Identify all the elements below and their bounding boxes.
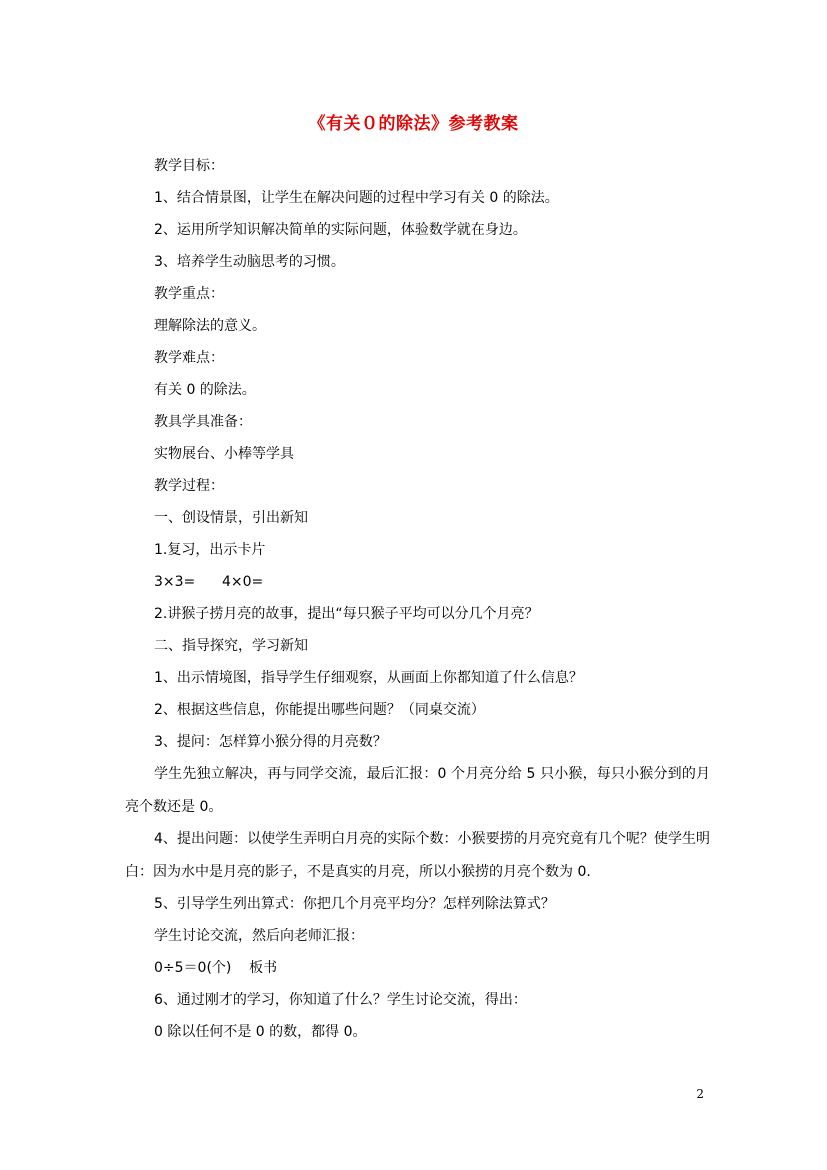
- page-number: 2: [696, 1087, 704, 1101]
- text-line: 1、结合情景图，让学生在解决问题的过程中学习有关 0 的除法。: [154, 190, 559, 206]
- text-line: 0÷5＝0(个) 板书: [154, 960, 278, 976]
- text-line: 6、通过刚才的学习，你知道了什么？学生讨论交流，得出：: [154, 992, 527, 1008]
- text-line: 2.讲猴子捞月亮的故事，提出“每只猴子平均可以分几个月亮？: [154, 606, 539, 622]
- text-line: 2、根据这些信息，你能提出哪些问题？（同桌交流）: [154, 702, 485, 718]
- text-line: 5、引导学生列出算式：你把几个月亮平均分？怎样列除法算式？: [154, 896, 555, 912]
- document-title: 《有关０的除法》参考教案: [308, 114, 519, 134]
- text-line: 教学难点：: [154, 350, 224, 366]
- text-line: 3、提问：怎样算小猴分得的月亮数？: [154, 734, 387, 750]
- text-line: 1、出示情境图，指导学生仔细观察，从画面上你都知道了什么信息？: [154, 670, 583, 686]
- text-line: 理解除法的意义。: [154, 318, 266, 334]
- text-line: 2、运用所学知识解决简单的实际问题，体验数学就在身边。: [154, 222, 527, 238]
- text-line: 3、培养学生动脑思考的习惯。: [154, 254, 345, 270]
- document-body: [125, 150, 710, 1048]
- text-line: 0 除以任何不是 0 的数，都得 0。: [154, 1024, 367, 1040]
- text-line: 学生讨论交流，然后向老师汇报：: [154, 928, 364, 944]
- text-line: 有关 0 的除法。: [154, 382, 256, 398]
- text-line: 教具学具准备：: [154, 414, 252, 430]
- text-line: 3×3= 4×0=: [154, 574, 264, 590]
- text-line: 1.复习，出示卡片: [154, 542, 266, 558]
- text-line: 二、指导探究，学习新知: [154, 638, 308, 654]
- paragraph: 4、提出问题：以使学生弄明白月亮的实际个数：小猴要捞的月亮究竟有几个呢？使学生明白：因为水中是月亮的影子，不是真实的月亮，所以小猴捞的月亮个数为 0.: [125, 831, 710, 880]
- text-line: 实物展台、小棒等学具: [154, 446, 294, 462]
- text-line: 一、创设情景，引出新知: [154, 510, 308, 526]
- paragraph: 学生先独立解决，再与同学交流，最后汇报：0 个月亮分给 5 只小猴，每只小猴分到的月亮个数还是 0。: [125, 766, 710, 815]
- text-line: 教学目标：: [154, 158, 224, 174]
- text-line: 教学重点：: [154, 286, 224, 302]
- text-line: 教学过程：: [154, 478, 224, 494]
